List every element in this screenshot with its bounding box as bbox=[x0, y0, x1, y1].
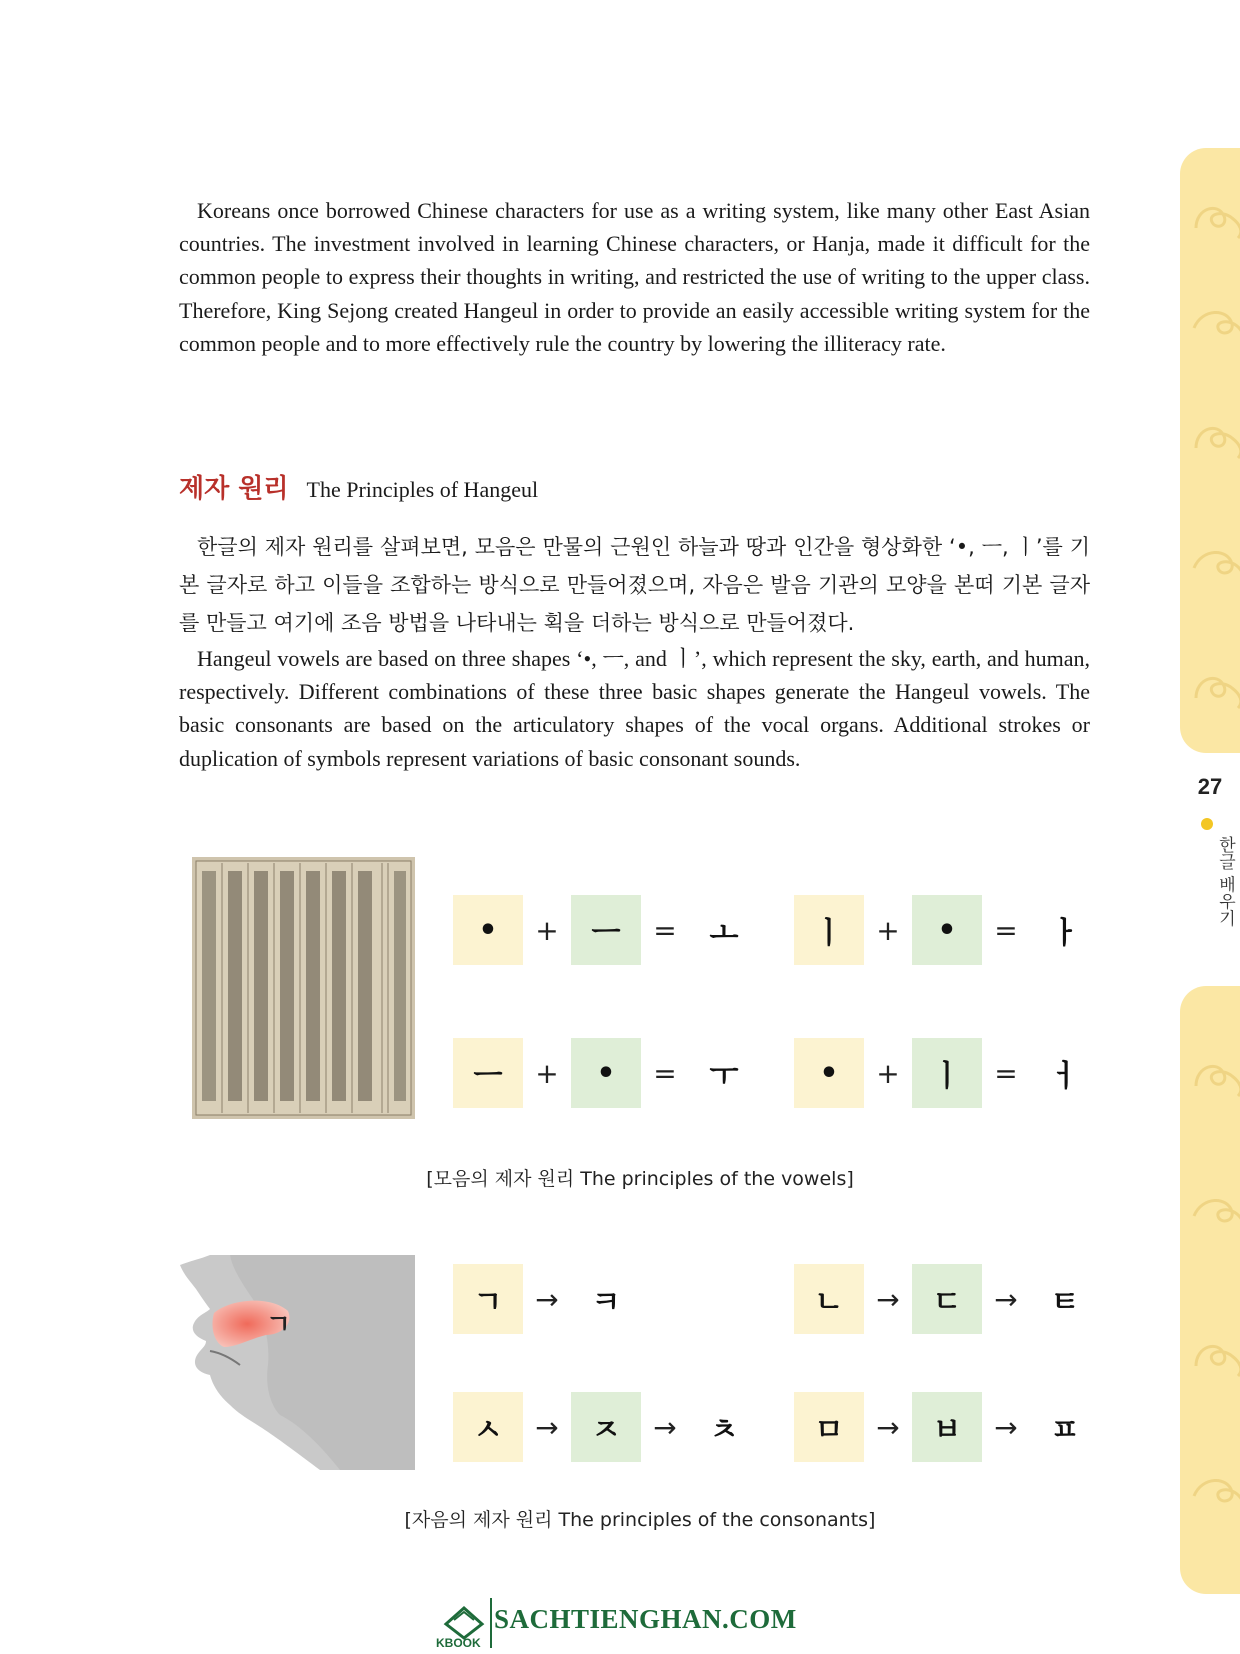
footer-site-link[interactable]: SACHTIENGHAN.COM bbox=[494, 1604, 797, 1634]
equals-sign: = bbox=[994, 913, 1018, 947]
vowel-part-b: ㅣ bbox=[912, 1038, 982, 1108]
consonant-base: ㄴ bbox=[794, 1264, 864, 1334]
arrow-icon: → bbox=[994, 1282, 1018, 1316]
arrow-icon: → bbox=[876, 1282, 900, 1316]
vowel-result: ㅗ bbox=[709, 916, 739, 951]
cloud-swirl-icon bbox=[1188, 1466, 1240, 1526]
side-tab-bottom bbox=[1180, 986, 1240, 1594]
cloud-swirl-icon bbox=[1188, 298, 1240, 358]
footer-divider bbox=[490, 1598, 492, 1648]
consonant-base: ㅅ bbox=[453, 1392, 523, 1462]
intro-paragraph: Koreans once borrowed Chinese characters for use as a writing system, like many other East Asian countries. The investment involved in learning Chinese characters, or Hanja, made it difficult for the common people to express their thoughts in writing, and restricted the use of writing to the upper class. Therefore, King Sejong created Hangeul in order to provide an easily accessible writing system for the common people and to more effectively rule the country by lowering the illiteracy rate. bbox=[179, 198, 1090, 356]
side-tab-top bbox=[1180, 148, 1240, 753]
consonant-base: ㄱ bbox=[453, 1264, 523, 1334]
arrow-icon: → bbox=[994, 1410, 1018, 1444]
plus-sign: + bbox=[535, 913, 559, 947]
cloud-swirl-icon bbox=[1188, 188, 1240, 248]
consonant-derived: ㅂ bbox=[912, 1392, 982, 1462]
consonant-derived: ㅋ bbox=[591, 1285, 621, 1320]
kbook-logo-text: KBOOK bbox=[436, 1636, 481, 1650]
plus-sign: + bbox=[876, 1056, 900, 1090]
equals-sign: = bbox=[994, 1056, 1018, 1090]
arrow-icon: → bbox=[653, 1410, 677, 1444]
arrow-icon: → bbox=[876, 1410, 900, 1444]
vowels-caption: [모음의 제자 원리 The principles of the vowels] bbox=[426, 1168, 854, 1190]
section-heading-korean: 제자 원리 bbox=[179, 474, 289, 504]
vowel-result: ㅓ bbox=[1050, 1059, 1080, 1094]
giyeok-label: ㄱ bbox=[266, 1310, 292, 1340]
equals-sign: = bbox=[653, 1056, 677, 1090]
hunminjeongeum-manuscript-image bbox=[192, 857, 415, 1119]
vowel-part-a: ㅣ bbox=[794, 895, 864, 965]
vowel-part-a: • bbox=[794, 1038, 864, 1108]
cloud-swirl-icon bbox=[1188, 1046, 1240, 1106]
consonants-caption: [자음의 제자 원리 The principles of the consonants] bbox=[404, 1509, 876, 1531]
plus-sign: + bbox=[535, 1056, 559, 1090]
consonant-base: ㅁ bbox=[794, 1392, 864, 1462]
consonant-derived: ㅊ bbox=[709, 1413, 739, 1448]
korean-paragraph: 한글의 제자 원리를 살펴보면, 모음은 만물의 근원인 하늘과 땅과 인간을 형상화한 ‘•, ㅡ, ㅣ’를 기본 글자로 하고 이들을 조합하는 방식으로 만들어졌으며, 자음은 발음 기관의 모양을 본떠 기본 글자를 만들고 여기에 조음 방법을 나타내는 획을 더하는 방식으로 만들어졌다. bbox=[179, 535, 1090, 635]
vowel-part-b: ㅡ bbox=[571, 895, 641, 965]
cloud-swirl-icon bbox=[1188, 658, 1240, 718]
section-heading bbox=[179, 468, 538, 505]
english-paragraph: Hangeul vowels are based on three shapes ‘•, ㅡ, and ㅣ’, which represent the sky, earth, and human, respectively. Different combinations of these three basic shapes generate the Hangeul vowels. The basic consonants are based on the articulatory shapes of the vocal organs. Additional strokes or duplication of symbols represent variations of basic consonant sounds. bbox=[179, 646, 1090, 771]
vowel-part-a: ㅡ bbox=[453, 1038, 523, 1108]
consonant-derived: ㅍ bbox=[1050, 1413, 1080, 1448]
equals-sign: = bbox=[653, 913, 677, 947]
cloud-swirl-icon bbox=[1188, 538, 1240, 598]
vowel-part-b: • bbox=[571, 1038, 641, 1108]
section-heading-english: The Principles of Hangeul bbox=[306, 477, 539, 502]
page-dot bbox=[1201, 818, 1213, 830]
cloud-swirl-icon bbox=[1188, 408, 1240, 468]
vowel-part-b: • bbox=[912, 895, 982, 965]
vocal-organ-illustration bbox=[170, 1255, 415, 1470]
vowel-result: ㅏ bbox=[1050, 916, 1080, 951]
cloud-swirl-icon bbox=[1188, 1326, 1240, 1386]
vowel-part-a: • bbox=[453, 895, 523, 965]
consonant-derived: ㅈ bbox=[571, 1392, 641, 1462]
consonant-derived: ㅌ bbox=[1050, 1285, 1080, 1320]
chapter-title: 한글 배우기 bbox=[1215, 836, 1235, 927]
arrow-icon: → bbox=[535, 1410, 559, 1444]
vowel-result: ㅜ bbox=[709, 1059, 739, 1094]
plus-sign: + bbox=[876, 913, 900, 947]
cloud-swirl-icon bbox=[1188, 1186, 1240, 1246]
page-number: 27 bbox=[1197, 774, 1223, 799]
arrow-icon: → bbox=[535, 1282, 559, 1316]
consonant-derived: ㄷ bbox=[912, 1264, 982, 1334]
